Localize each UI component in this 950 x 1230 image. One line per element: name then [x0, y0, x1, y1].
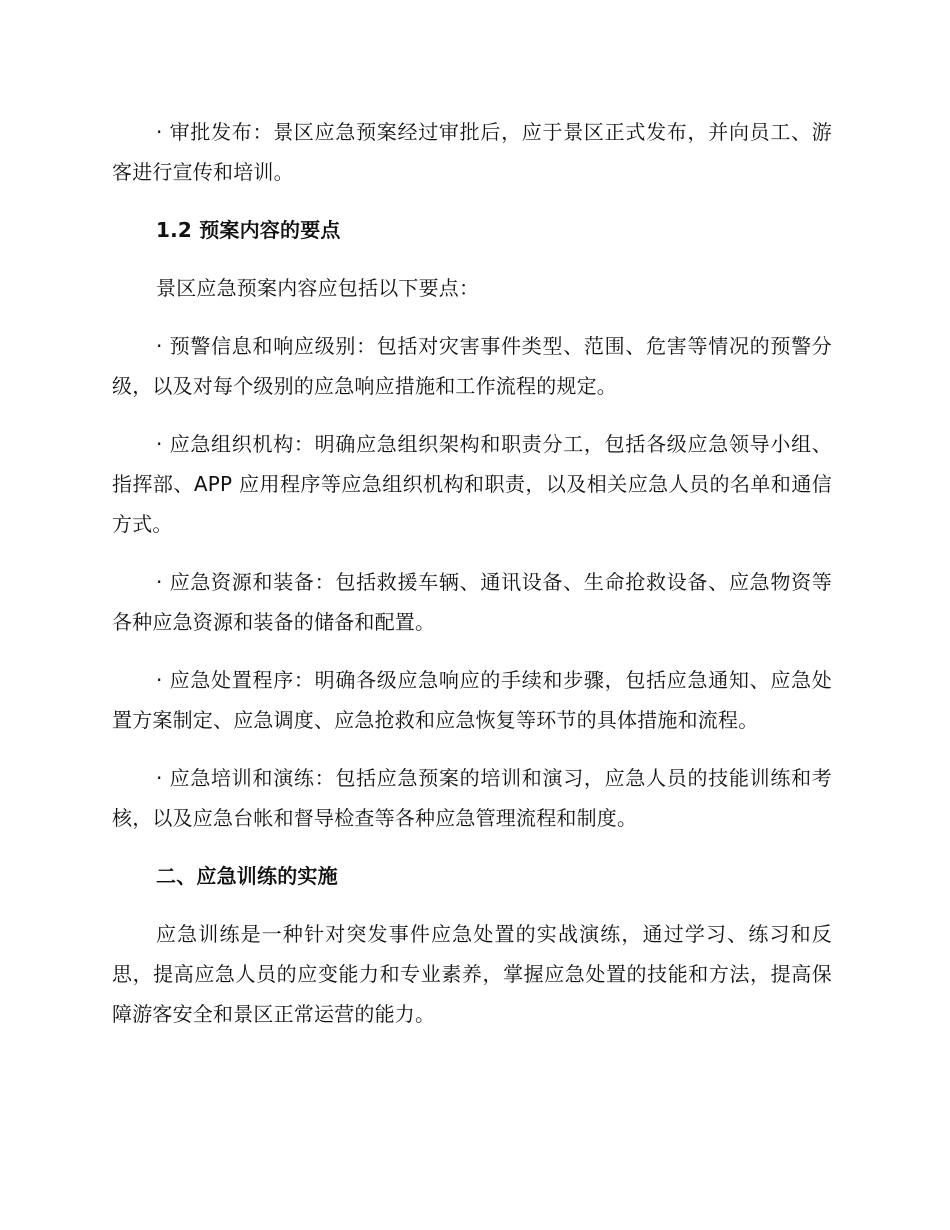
paragraph-organization: · 应急组织机构：明确应急组织架构和职责分工，包括各级应急领导小组、指挥部、APP 应用程序等应急组织机构和职责，以及相关应急人员的名单和通信方式。 — [112, 432, 832, 536]
section-heading-training-implementation: 二、应急训练的实施 — [156, 864, 338, 888]
paragraph-warning-levels: · 预警信息和响应级别：包括对灾害事件类型、范围、危害等情况的预警分级，以及对每个级别的应急响应措施和工作流程的规定。 — [112, 334, 832, 398]
paragraph-approval-release: · 审批发布：景区应急预案经过审批后，应于景区正式发布，并向员工、游客进行宣传和培训。 — [112, 120, 832, 184]
paragraph-training-definition: 应急训练是一种针对突发事件应急处置的实战演练，通过学习、练习和反思，提高应急人员的应变能力和专业素养，掌握应急处置的技能和方法，提高保障游客安全和景区正常运营的能力。 — [112, 922, 832, 1026]
paragraph-intro: 景区应急预案内容应包括以下要点： — [156, 276, 480, 300]
paragraph-resources: · 应急资源和装备：包括救援车辆、通讯设备、生命抢救设备、应急物资等各种应急资源和装备的储备和配置。 — [112, 570, 832, 634]
paragraph-procedures: · 应急处置程序：明确各级应急响应的手续和步骤，包括应急通知、应急处置方案制定、应急调度、应急抢救和应急恢复等环节的具体措施和流程。 — [112, 668, 832, 732]
paragraph-training-drills: · 应急培训和演练：包括应急预案的培训和演习，应急人员的技能训练和考核，以及应急台帐和督导检查等各种应急管理流程和制度。 — [112, 766, 832, 830]
section-heading-plan-points: 1.2 预案内容的要点 — [156, 218, 341, 242]
